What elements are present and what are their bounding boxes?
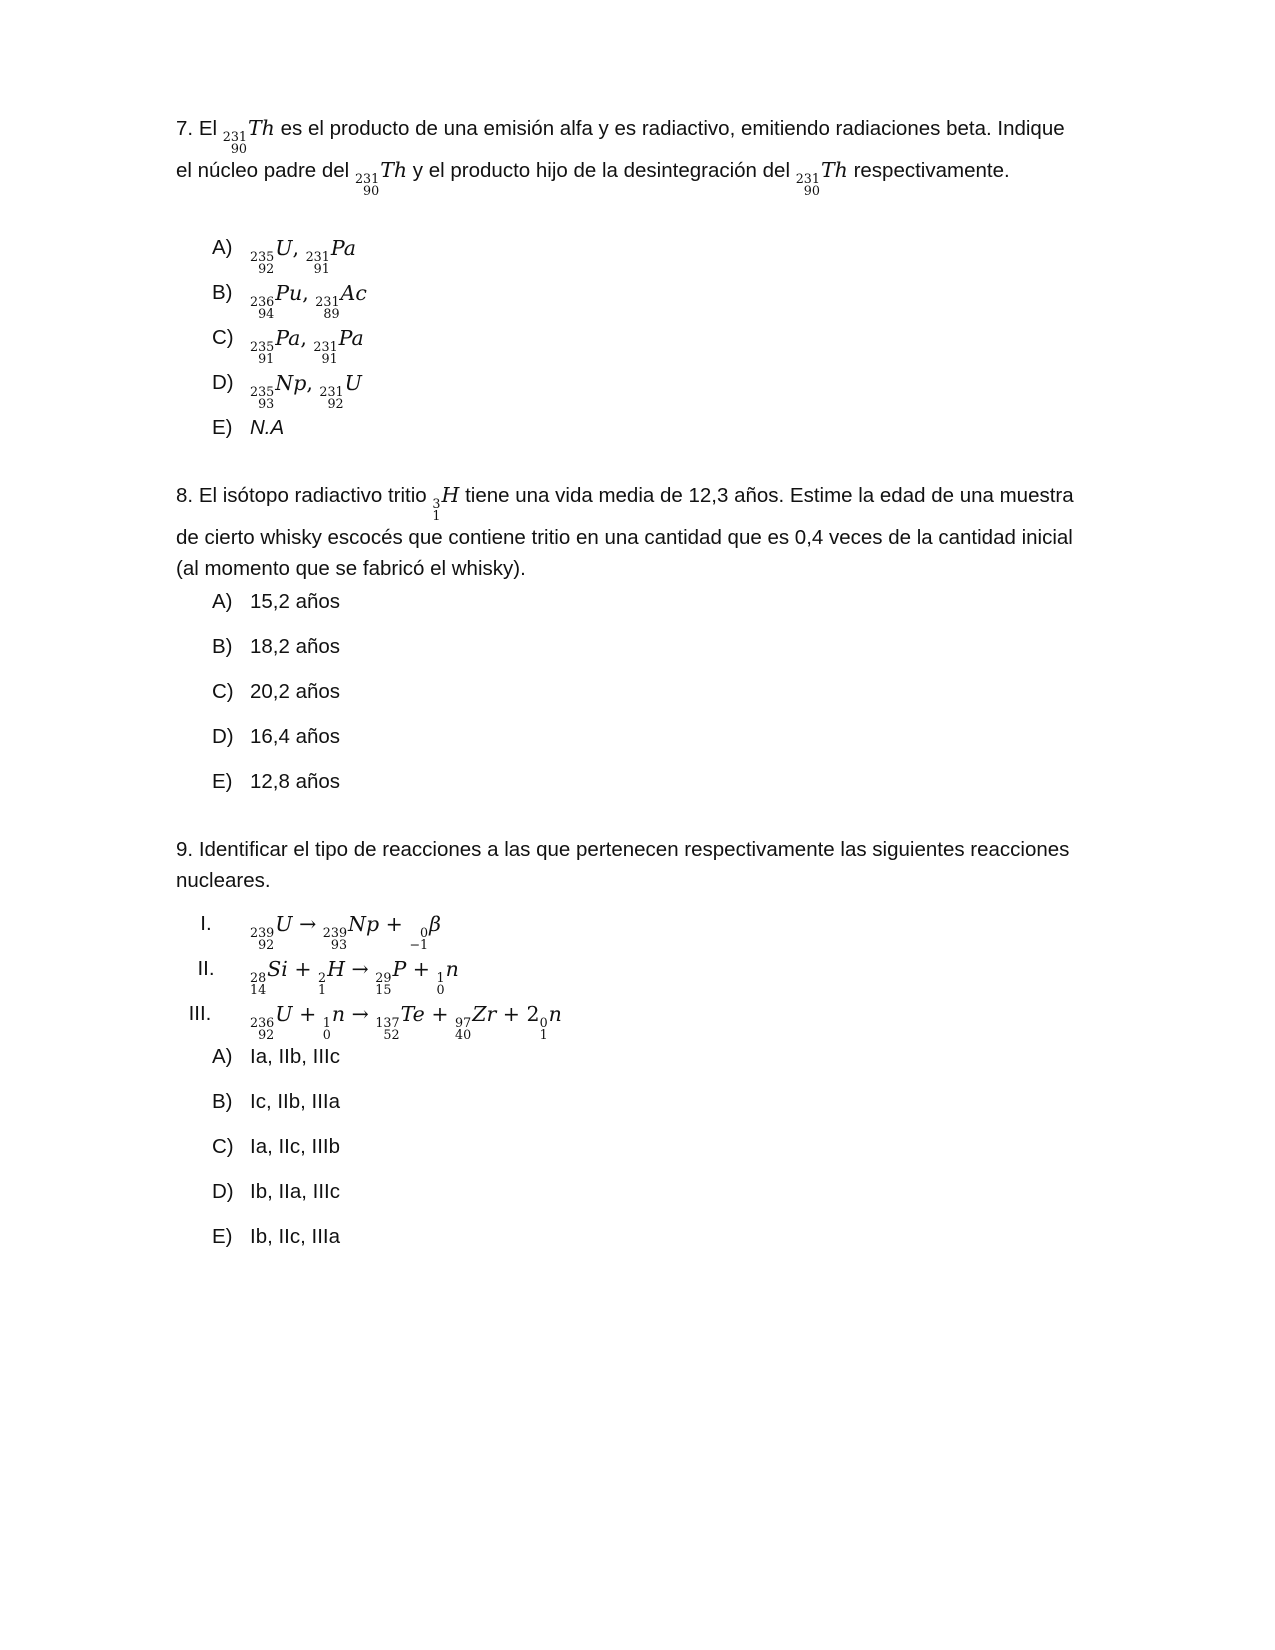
option-9c-value: Ia, IIc, IIIb xyxy=(250,1135,341,1158)
nuclide-th: 231 90 Th xyxy=(795,157,848,198)
question-9: 9. Identificar el tipo de reacciones a las que pertenecen respectivamente las siguientes reacciones nucleares. xyxy=(176,838,1070,892)
option-8c-label: C) xyxy=(212,680,234,703)
option-8d-value: 16,4 años xyxy=(250,725,341,748)
reaction-3-equation: 236 92 U + 1 0 n → 137 52 Te + 97 40 Zr + 2 0 1 n xyxy=(250,1002,562,1042)
question-8: 8. El isótopo radiactivo tritio 3 1 H tiene una vida media de 12,3 años. Estime la edad de una muestra de cierto whisky escocés que contiene tritio en una cantidad que es 0,4 veces de la cantidad inicial (al momento que se fabricó el whisky). xyxy=(176,483,1074,580)
option-7a-label: A) xyxy=(212,236,233,259)
option-7a-value: 235 92 U, 231 91 Pa xyxy=(250,236,356,276)
nuclide-th: 231 90 Th xyxy=(222,116,275,156)
option-8c-value: 20,2 años xyxy=(250,680,341,703)
question-number: 9. xyxy=(176,838,194,861)
option-7d-label: D) xyxy=(212,371,234,394)
option-9d-value: Ib, IIa, IIIc xyxy=(250,1180,341,1203)
option-8d-label: D) xyxy=(212,725,234,748)
option-8e-value: 12,8 años xyxy=(250,770,341,793)
question-number: 7. xyxy=(176,117,194,140)
option-8a-label: A) xyxy=(212,590,233,613)
option-7e-value: N.A xyxy=(250,416,285,439)
reaction-2-label: II. xyxy=(197,957,215,980)
option-9a-label: A) xyxy=(212,1045,233,1068)
option-8a-value: 15,2 años xyxy=(250,590,341,613)
option-9d-label: D) xyxy=(212,1180,234,1203)
option-8b-label: B) xyxy=(212,635,233,658)
option-9b-value: Ic, IIb, IIIa xyxy=(250,1090,341,1113)
reaction-2-equation: 28 14 Si + 2 1 H → 29 15 P + 1 0 n xyxy=(250,957,459,997)
option-7c-label: C) xyxy=(212,326,234,349)
option-7d-value: 235 93 Np, 231 92 U xyxy=(250,371,362,411)
reaction-3-label: III. xyxy=(188,1002,212,1025)
option-8e-label: E) xyxy=(212,770,233,793)
reaction-1-label: I. xyxy=(200,912,212,935)
option-8b-value: 18,2 años xyxy=(250,635,341,658)
option-9c-label: C) xyxy=(212,1135,234,1158)
option-9e-value: Ib, IIc, IIIa xyxy=(250,1225,341,1248)
option-7b-label: B) xyxy=(212,281,233,304)
option-7c-value: 235 91 Pa, 231 91 Pa xyxy=(250,326,364,366)
question-number: 8. xyxy=(176,484,194,507)
option-9e-label: E) xyxy=(212,1225,233,1248)
nuclide-h: 3 1 H xyxy=(432,483,460,523)
option-7b-value: 236 94 Pu, 231 89 Ac xyxy=(250,281,367,321)
option-9b-label: B) xyxy=(212,1090,233,1113)
question-7: 7. El 231 90 Th es el producto de una emisión alfa y es radiactivo, emitiendo radiaciones beta. Indique el núcleo padre del 231 90 Th y el producto hijo de la desintegración del 231 90 Th respectivamente. xyxy=(176,116,1065,198)
option-9a-value: Ia, IIb, IIIc xyxy=(250,1045,341,1068)
reaction-1-equation: 239 92 U → 239 93 Np + 0 −1 β xyxy=(250,912,441,952)
option-7e-label: E) xyxy=(212,416,233,439)
nuclide-th: 231 90 Th xyxy=(354,157,408,198)
